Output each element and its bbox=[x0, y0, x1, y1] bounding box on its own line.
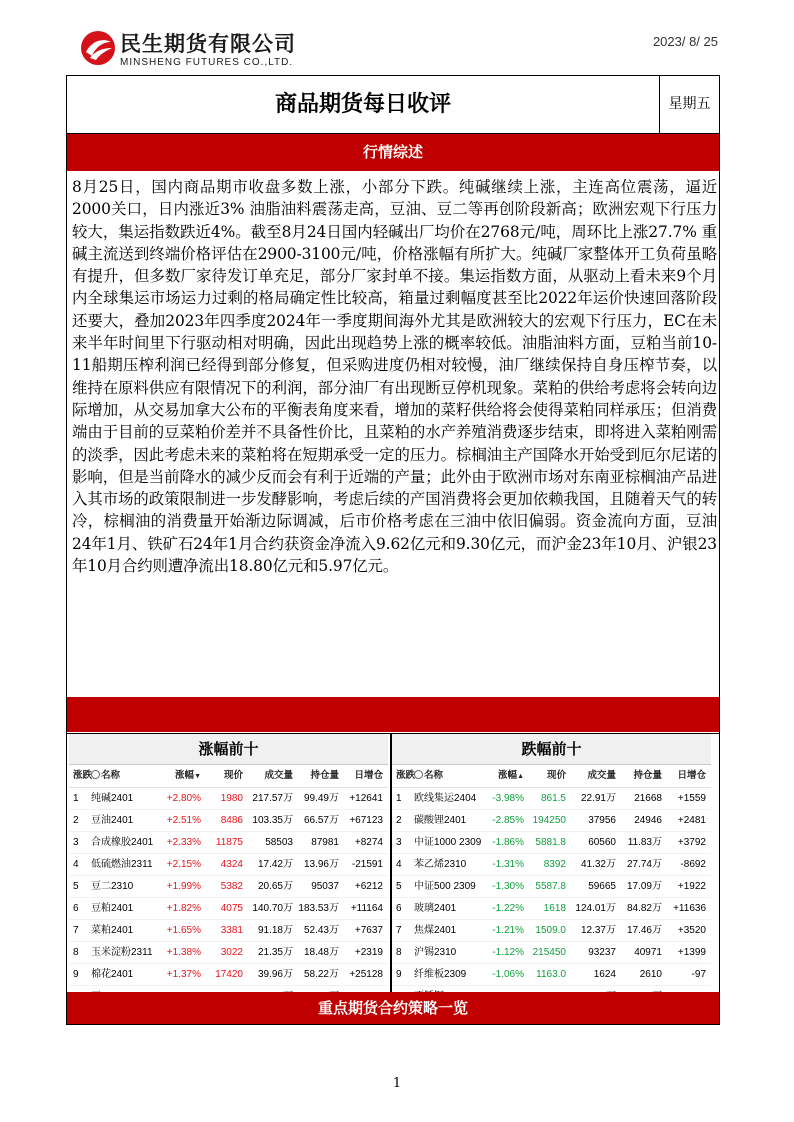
settings-icon[interactable] bbox=[414, 770, 423, 779]
losers-cell-rank: 3 bbox=[396, 837, 402, 848]
losers-table-row[interactable] bbox=[392, 898, 711, 920]
gainers-cell-rank: 5 bbox=[73, 881, 79, 892]
gainers-cell-volume: 91.18万 bbox=[257, 925, 293, 936]
losers-cell-price: 5587.8 bbox=[535, 881, 566, 892]
gainers-cell-name: 合成橡胶2401 bbox=[91, 837, 154, 848]
page-number: 1 bbox=[392, 1076, 402, 1091]
gainers-cell-oi-change: -21591 bbox=[351, 859, 383, 870]
losers-cell-change-pct: -1.31% bbox=[492, 859, 524, 870]
title-row bbox=[67, 76, 719, 134]
gainers-table-row[interactable] bbox=[69, 832, 388, 854]
losers-table-header bbox=[392, 765, 711, 788]
losers-table-row[interactable] bbox=[392, 854, 711, 876]
gainers-cell-rank: 6 bbox=[73, 903, 79, 914]
losers-cell-open-interest: 27.74万 bbox=[626, 859, 662, 870]
gainers-cell-oi-change: +2319 bbox=[354, 947, 383, 958]
gainers-cell-volume: 20.65万 bbox=[257, 881, 293, 892]
gainers-cell-price: 11875 bbox=[215, 837, 243, 848]
losers-cell-name: 欧线集运2404 bbox=[414, 793, 477, 804]
losers-cell-change-pct: -1.06% bbox=[492, 969, 524, 980]
losers-cell-volume: 1624 bbox=[593, 969, 616, 980]
losers-cell-rank: 4 bbox=[396, 859, 402, 870]
losers-cell-rank: 2 bbox=[396, 815, 402, 826]
losers-cell-oi-change: +3792 bbox=[677, 837, 706, 848]
gainers-cell-open-interest: 58.22万 bbox=[303, 969, 339, 980]
company-logo bbox=[80, 28, 320, 76]
gainers-header-label: 涨幅 bbox=[175, 770, 195, 781]
gainers-panel bbox=[69, 734, 388, 992]
gainers-header-cell bbox=[73, 765, 93, 787]
losers-cell-oi-change: +1922 bbox=[677, 881, 706, 892]
losers-cell-price: 8392 bbox=[543, 859, 566, 870]
losers-header-cell bbox=[664, 765, 706, 787]
losers-header-cell[interactable] bbox=[484, 765, 524, 787]
gainers-cell-volume: 21.35万 bbox=[257, 947, 293, 958]
losers-cell-volume: 41.32万 bbox=[580, 859, 616, 870]
gainers-header-label: 持仓量 bbox=[310, 770, 339, 781]
gainers-cell-open-interest: 66.57万 bbox=[303, 815, 339, 826]
gainers-cell-price: 4075 bbox=[220, 903, 243, 914]
company-logo-icon bbox=[80, 30, 116, 66]
losers-header-label: 持仓量 bbox=[633, 770, 662, 781]
losers-cell-name: 中证500 2309 bbox=[414, 881, 476, 892]
losers-cell-open-interest: 2610 bbox=[639, 969, 662, 980]
gainers-header-label: 成交量 bbox=[264, 770, 293, 781]
losers-cell-price: 1163.0 bbox=[536, 969, 566, 980]
settings-icon[interactable] bbox=[91, 770, 100, 779]
losers-cell-name: 焦煤2401 bbox=[414, 925, 457, 936]
losers-cell-volume: 124.01万 bbox=[575, 903, 616, 914]
gainers-table-row[interactable] bbox=[69, 898, 388, 920]
losers-cell-price: 194250 bbox=[532, 815, 566, 826]
losers-cell-open-interest: 17.09万 bbox=[626, 881, 662, 892]
gainers-cell-change-pct: +1.38% bbox=[166, 947, 201, 958]
losers-cell-open-interest: 11.83万 bbox=[627, 837, 662, 848]
losers-cell-name: 玻璃2401 bbox=[414, 903, 457, 914]
section-header-strategy: 重点期货合约策略一览 bbox=[67, 992, 719, 1024]
gainers-cell-price: 1980 bbox=[220, 793, 243, 804]
losers-cell-change-pct: -2.85% bbox=[492, 815, 524, 826]
company-name-cn: 民生期货有限公司 bbox=[120, 32, 296, 56]
gainers-cell-oi-change: +11164 bbox=[350, 903, 383, 914]
losers-cell-open-interest: 84.82万 bbox=[626, 903, 662, 914]
gainers-cell-oi-change: +7637 bbox=[354, 925, 383, 936]
gainers-cell-price: 4324 bbox=[220, 859, 243, 870]
losers-cell-oi-change: +1559 bbox=[677, 793, 706, 804]
losers-header-label: 现价 bbox=[546, 770, 566, 781]
losers-cell-rank: 7 bbox=[396, 925, 402, 936]
gainers-table-row[interactable] bbox=[69, 810, 388, 832]
losers-header-label: 名称 bbox=[424, 770, 444, 781]
gainers-cell-change-pct: +1.37% bbox=[166, 969, 201, 980]
losers-cell-price: 1618 bbox=[543, 903, 566, 914]
gainers-cell-rank: 4 bbox=[73, 859, 79, 870]
gainers-cell-change-pct: +2.80% bbox=[166, 793, 201, 804]
gainers-cell-change-pct: +1.99% bbox=[166, 881, 201, 892]
losers-cell-open-interest: 21668 bbox=[634, 793, 662, 804]
losers-table-row[interactable] bbox=[392, 964, 711, 986]
losers-cell-rank: 5 bbox=[396, 881, 402, 892]
weekday: 星期五 bbox=[668, 96, 711, 112]
section-header-summary: 行情综述 bbox=[67, 134, 719, 171]
gainers-cell-oi-change: +8274 bbox=[354, 837, 383, 848]
gainers-cell-oi-change: +6212 bbox=[354, 881, 383, 892]
losers-cell-oi-change: -97 bbox=[691, 969, 706, 980]
losers-cell-rank: 8 bbox=[396, 947, 402, 958]
losers-cell-name: 中证1000 2309 bbox=[414, 837, 482, 848]
losers-table-row[interactable] bbox=[392, 810, 711, 832]
losers-cell-price: 215450 bbox=[532, 947, 566, 958]
gainers-cell-price: 8486 bbox=[220, 815, 243, 826]
losers-cell-open-interest: 40971 bbox=[634, 947, 662, 958]
gainers-cell-change-pct: +2.15% bbox=[166, 859, 201, 870]
losers-cell-oi-change: +3520 bbox=[677, 925, 706, 936]
report-frame bbox=[66, 75, 720, 1025]
gainers-table-row[interactable] bbox=[69, 920, 388, 942]
losers-cell-change-pct: -1.21% bbox=[492, 925, 524, 936]
losers-cell-oi-change: +1399 bbox=[677, 947, 706, 958]
gainers-cell-oi-change: +25128 bbox=[349, 969, 383, 980]
sort-arrow-icon: ▲ bbox=[517, 773, 524, 780]
losers-header-label: 涨跌 bbox=[396, 770, 416, 781]
gainers-cell-rank: 3 bbox=[73, 837, 79, 848]
gainers-header-cell bbox=[91, 765, 161, 787]
losers-cell-volume: 22.91万 bbox=[580, 793, 616, 804]
gainers-cell-volume: 217.57万 bbox=[252, 793, 293, 804]
gainers-header-label: 涨跌 bbox=[73, 770, 93, 781]
losers-cell-rank: 9 bbox=[396, 969, 402, 980]
gainers-header-cell bbox=[341, 765, 383, 787]
section-header-blank bbox=[67, 697, 719, 732]
gainers-cell-volume: 17.42万 bbox=[257, 859, 293, 870]
losers-cell-name: 纤维板2309 bbox=[414, 969, 467, 980]
losers-cell-volume: 93237 bbox=[588, 947, 616, 958]
gainers-cell-change-pct: +2.51% bbox=[166, 815, 201, 826]
losers-panel bbox=[390, 734, 711, 992]
gainers-cell-volume: 58503 bbox=[265, 837, 293, 848]
losers-cell-name: 沪锡2310 bbox=[414, 947, 457, 958]
losers-cell-price: 1509.0 bbox=[535, 925, 566, 936]
gainers-cell-price: 5382 bbox=[220, 881, 243, 892]
gainers-cell-name: 低硫燃油2311 bbox=[91, 859, 153, 870]
gainers-cell-open-interest: 99.49万 bbox=[303, 793, 339, 804]
losers-cell-change-pct: -1.86% bbox=[492, 837, 524, 848]
ranking-tables bbox=[67, 733, 719, 992]
gainers-cell-rank: 8 bbox=[73, 947, 79, 958]
losers-header-label: 日增仓 bbox=[677, 770, 706, 781]
gainers-cell-price: 17420 bbox=[215, 969, 243, 980]
gainers-table-row[interactable] bbox=[69, 788, 388, 810]
losers-cell-change-pct: -3.98% bbox=[492, 793, 524, 804]
company-name-en: MINSHENG FUTURES CO.,LTD. bbox=[120, 57, 294, 68]
gainers-cell-rank: 2 bbox=[73, 815, 79, 826]
losers-header-cell bbox=[414, 765, 484, 787]
gainers-cell-change-pct: +1.82% bbox=[166, 903, 201, 914]
losers-title: 跌幅前十 bbox=[392, 734, 711, 765]
sort-arrow-icon: ▼ bbox=[194, 773, 201, 780]
losers-cell-change-pct: -1.12% bbox=[492, 947, 524, 958]
losers-cell-name: 碳酸锂2401 bbox=[414, 815, 467, 826]
losers-cell-change-pct: -1.30% bbox=[492, 881, 524, 892]
gainers-header-cell[interactable] bbox=[161, 765, 201, 787]
gainers-cell-open-interest: 18.48万 bbox=[303, 947, 339, 958]
gainers-cell-open-interest: 95037 bbox=[311, 881, 339, 892]
gainers-cell-name: 豆粕2401 bbox=[91, 903, 134, 914]
losers-table-row[interactable] bbox=[392, 832, 711, 854]
gainers-cell-rank: 1 bbox=[73, 793, 79, 804]
losers-header-cell bbox=[618, 765, 662, 787]
losers-cell-price: 861.5 bbox=[540, 793, 566, 804]
losers-cell-name: 苯乙烯2310 bbox=[414, 859, 467, 870]
gainers-cell-rank: 7 bbox=[73, 925, 79, 936]
gainers-cell-volume: 39.96万 bbox=[257, 969, 293, 980]
gainers-cell-open-interest: 183.53万 bbox=[298, 903, 339, 914]
market-summary-text: 8月25日，国内商品期市收盘多数上涨，小部分下跌。纯碱继续上涨，主连高位震荡，逼近2000关口，日内涨近3% 油脂油料震荡走高，豆油、豆二等再创阶段新高；欧洲宏观下行压力较大，集运指数跌近4%。截至8月24日国内轻碱出厂均价在2768元/吨，周环比上涨27.7% 重碱主流送到终端价格评估在2900-3100元/吨，价格涨幅有所扩大。纯碱厂家整体开工负荷虽略有提升，但多数厂家待发订单充足，部分厂家封单不接。集运指数方面，从驱动上看未来9个月内全球集运市场运力过剩的格局确定性比较高，箱量过剩幅度甚至比2022年运价快速回落阶段还要大，叠加2023年四季度2024年一季度期间海外尤其是欧洲较大的宏观下行压力，EC在未来半年时间里下行驱动相对明确，因此出现趋势上涨的概率较低。油脂油料方面，豆粕当前10-11船期压榨利润已经得到部分修复，但采购进度仍相对较慢，油厂继续保持自身压榨节奏，以维持在原料供应有限情况下的利润，部分油厂有出现断豆停机现象。菜粕的供给考虑将会转向边际增加，从交易加拿大公布的平衡表角度来看，增加的菜籽供给将会使得菜粕同样承压；但消费端由于目前的豆菜粕价差并不具备性价比，且菜粕的水产养殖消费逐步结束，即将进入菜粕刚需的淡季，因此考虑未来的菜粕将在短期承受一定的压力。棕榈油主产国降水开始受到厄尔尼诺的影响，但是当前降水的减少反而会有利于近端的产量；此外由于欧洲市场对东南亚棕榈油产品进入其市场的政策限制进一步发酵影响，考虑后续的产国消费将会更加依赖我国，且随着天气的转冷，棕榈油的消费量开始渐边际调减，后市价格考虑在三油中依旧偏弱。资金流向方面，豆油24年1月、铁矿石24年1月合约获资金净流入9.62亿元和9.30亿元，而沪金23年10月、沪银23年10月合约则遭净流出18.80亿元和5.97亿元。 bbox=[72, 178, 717, 576]
gainers-table-header bbox=[69, 765, 388, 788]
gainers-cell-name: 玉米淀粉2311 bbox=[91, 947, 153, 958]
gainers-header-cell bbox=[295, 765, 339, 787]
gainers-cell-oi-change: +12641 bbox=[349, 793, 383, 804]
gainers-title: 涨幅前十 bbox=[69, 734, 388, 765]
gainers-header-cell bbox=[203, 765, 243, 787]
losers-cell-change-pct: -1.22% bbox=[492, 903, 524, 914]
gainers-cell-change-pct: +1.65% bbox=[166, 925, 201, 936]
gainers-cell-price: 3381 bbox=[220, 925, 243, 936]
gainers-cell-name: 纯碱2401 bbox=[91, 793, 134, 804]
losers-cell-open-interest: 17.46万 bbox=[626, 925, 662, 936]
losers-table-row[interactable] bbox=[392, 876, 711, 898]
gainers-header-label: 名称 bbox=[101, 770, 121, 781]
losers-table-row[interactable] bbox=[392, 942, 711, 964]
gainers-cell-open-interest: 87981 bbox=[311, 837, 339, 848]
gainers-cell-volume: 103.35万 bbox=[252, 815, 293, 826]
losers-cell-oi-change: -8692 bbox=[680, 859, 706, 870]
gainers-cell-change-pct: +2.33% bbox=[166, 837, 201, 848]
gainers-cell-open-interest: 52.43万 bbox=[303, 925, 339, 936]
gainers-cell-open-interest: 13.96万 bbox=[303, 859, 339, 870]
losers-cell-open-interest: 24946 bbox=[634, 815, 662, 826]
losers-cell-rank: 6 bbox=[396, 903, 402, 914]
losers-table-row[interactable] bbox=[392, 920, 711, 942]
report-date: 2023/ 8/ 25 bbox=[652, 34, 718, 49]
gainers-cell-name: 菜粕2401 bbox=[91, 925, 134, 936]
losers-cell-volume: 37956 bbox=[588, 815, 616, 826]
gainers-table-row[interactable] bbox=[69, 942, 388, 964]
losers-cell-rank: 1 bbox=[396, 793, 402, 804]
losers-cell-price: 5881.8 bbox=[535, 837, 566, 848]
gainers-cell-volume: 140.70万 bbox=[252, 903, 293, 914]
gainers-table-row[interactable] bbox=[69, 854, 388, 876]
losers-cell-oi-change: +11636 bbox=[673, 903, 706, 914]
gainers-header-label: 现价 bbox=[223, 770, 243, 781]
gainers-cell-name: 豆二2310 bbox=[91, 881, 134, 892]
losers-header-cell bbox=[396, 765, 416, 787]
gainers-cell-price: 3022 bbox=[220, 947, 243, 958]
gainers-cell-rank: 9 bbox=[73, 969, 79, 980]
gainers-header-label: 日增仓 bbox=[354, 770, 383, 781]
losers-cell-volume: 12.37万 bbox=[580, 925, 616, 936]
losers-header-cell bbox=[570, 765, 616, 787]
losers-header-label: 涨幅 bbox=[498, 770, 518, 781]
losers-header-label: 成交量 bbox=[587, 770, 616, 781]
losers-header-cell bbox=[526, 765, 566, 787]
gainers-cell-oi-change: +67123 bbox=[349, 815, 383, 826]
gainers-header-cell bbox=[247, 765, 293, 787]
losers-table-row[interactable] bbox=[392, 788, 711, 810]
losers-cell-volume: 59665 bbox=[588, 881, 616, 892]
losers-cell-oi-change: +2481 bbox=[677, 815, 706, 826]
gainers-cell-name: 棉花2401 bbox=[91, 969, 134, 980]
losers-cell-volume: 60560 bbox=[588, 837, 616, 848]
gainers-table-row[interactable] bbox=[69, 876, 388, 898]
report-title: 商品期货每日收评 bbox=[67, 76, 660, 133]
gainers-cell-name: 豆油2401 bbox=[91, 815, 134, 826]
gainers-table-row[interactable] bbox=[69, 964, 388, 986]
